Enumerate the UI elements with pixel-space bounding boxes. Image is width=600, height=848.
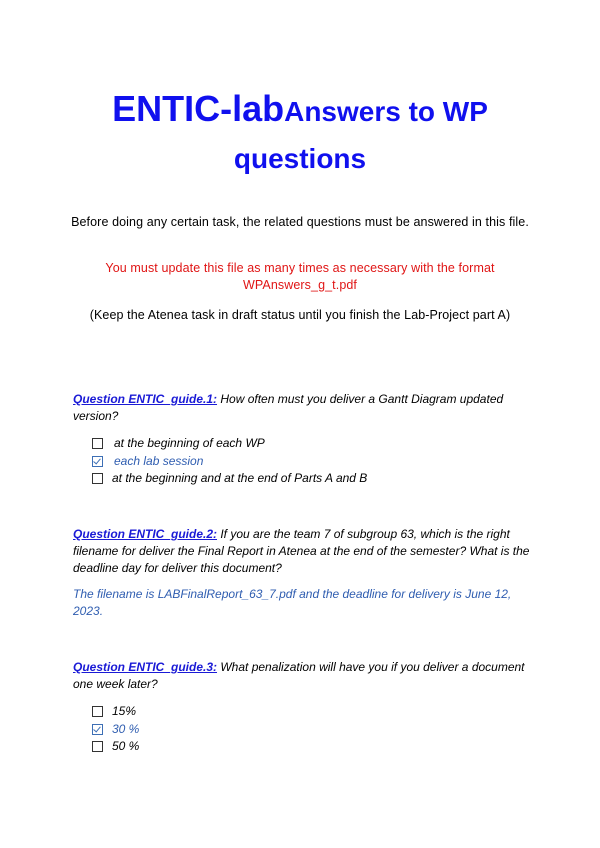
intro-note: (Keep the Atenea task in draft status until you finish the Lab-Project part A): [89, 308, 511, 322]
question-3-options: [92, 703, 139, 756]
title-part-1: ENTIC-lab: [112, 88, 285, 129]
question-1-options: [92, 435, 367, 488]
question-2: [73, 526, 533, 577]
intro-warning: You must update this file as many times as necessary with the format WPAnswers_g_t.pdf: [105, 261, 495, 292]
title-line-2: questions: [233, 143, 367, 174]
question-3-option-2[interactable]: [92, 721, 139, 739]
option-label: 15%: [112, 704, 137, 718]
checkbox-empty-icon[interactable]: [92, 438, 103, 449]
question-1-text: How often must you deliver a Gantt Diagram updated version?: [73, 392, 504, 423]
question-3-option-1[interactable]: [92, 703, 139, 721]
question-2-answer: The filename is LABFinalReport_63_7.pdf and the deadline for delivery is June 12, 2023.: [73, 587, 512, 618]
question-1-label: Question ENTIC_guide.1:: [73, 392, 218, 406]
intro-instruction: Before doing any certain task, the related questions must be answered in this file.: [71, 215, 529, 229]
checkbox-empty-icon[interactable]: [92, 706, 103, 717]
option-label: at the beginning and at the end of Parts A and B: [112, 471, 368, 485]
question-1-option-1[interactable]: [92, 435, 367, 453]
option-label: 30 %: [112, 721, 140, 736]
question-3-text: What penalization will have you if you deliver a document one week later?: [73, 660, 525, 691]
question-1-option-3[interactable]: [92, 470, 367, 488]
question-3: [73, 659, 533, 693]
question-3-option-3[interactable]: [92, 738, 139, 756]
option-label: each lab session: [114, 453, 204, 468]
checkbox-checked-icon[interactable]: [92, 724, 103, 735]
option-label: at the beginning of each WP: [114, 436, 265, 450]
question-1: [73, 391, 533, 425]
title-line-1: [0, 86, 600, 140]
option-label: 50 %: [112, 739, 140, 753]
checkbox-empty-icon[interactable]: [92, 473, 103, 484]
question-3-label: Question ENTIC_guide.3:: [73, 660, 218, 674]
question-2-text: If you are the team 7 of subgroup 63, which is the right filename for deliver the Final Report in Atenea at the end of the semester? What is the deadline day for deliver this document?: [73, 527, 530, 575]
document-title: [0, 86, 600, 178]
question-1-option-2[interactable]: [92, 453, 367, 471]
title-part-2: Answers to WP: [284, 96, 488, 127]
checkbox-empty-icon[interactable]: [92, 741, 103, 752]
checkbox-checked-icon[interactable]: [92, 456, 103, 467]
question-2-label: Question ENTIC_guide.2:: [73, 527, 218, 541]
